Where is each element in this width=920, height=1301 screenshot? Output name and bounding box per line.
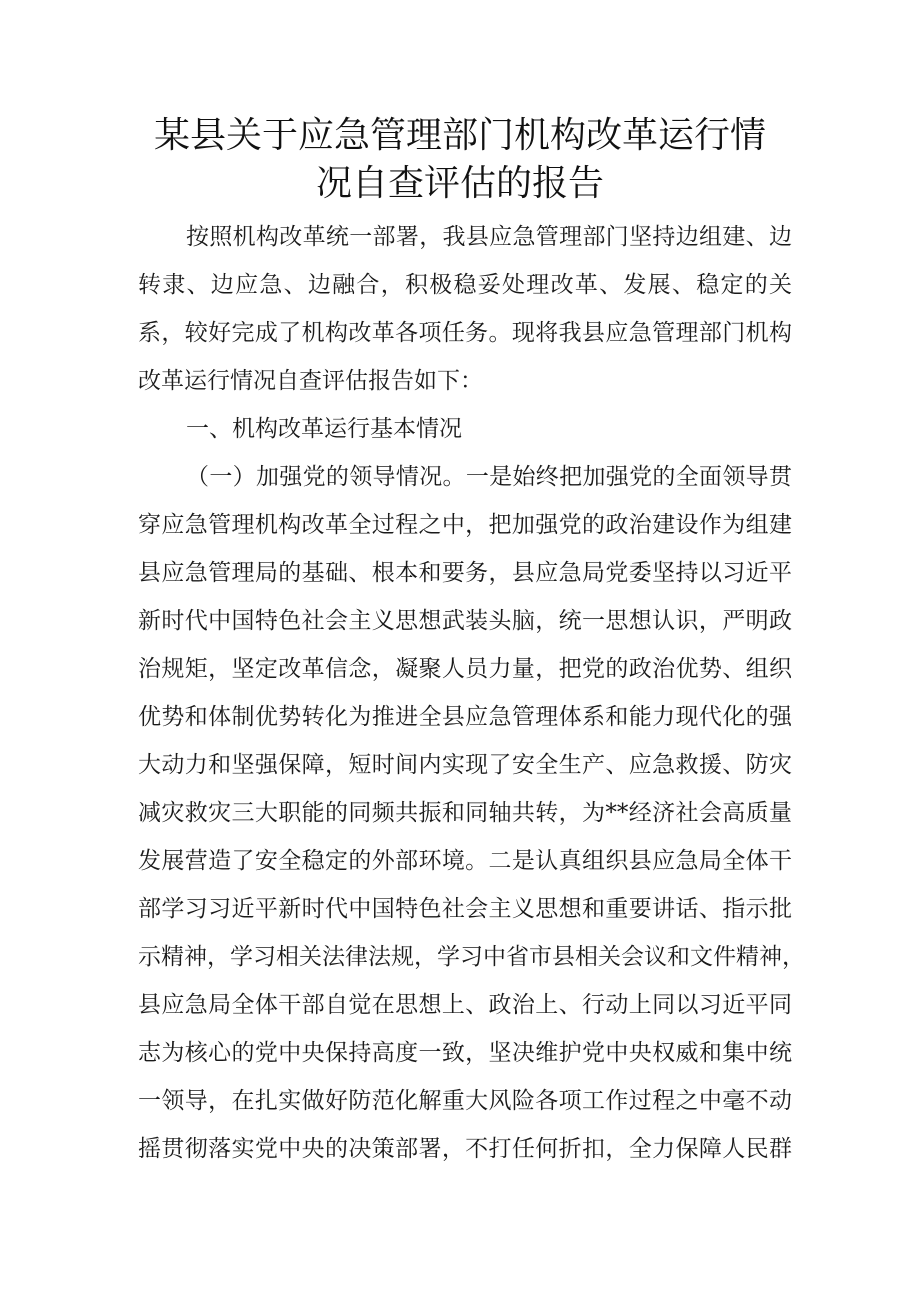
intro-paragraph-line: 改革运行情况自查评估报告如下： — [138, 368, 483, 394]
intro-paragraph-line: 按照机构改革统一部署，我县应急管理部门坚持边组建、边 — [186, 224, 792, 250]
body-paragraph-line: 穿应急管理机构改革全过程之中，把加强党的政治建设作为组建 — [138, 512, 792, 538]
body-paragraph-line: 示精神，学习相关法律法规，学习中省市县相关会议和文件精神， — [138, 944, 805, 970]
document-title-line-1: 某县关于应急管理部门机构改革运行情 — [153, 115, 766, 156]
body-paragraph-line: 县应急管理局的基础、根本和要务，县应急局党委坚持以习近平 — [138, 560, 792, 586]
body-paragraph-line: 志为核心的党中央保持高度一致，坚决维护党中央权威和集中统 — [138, 1040, 792, 1066]
body-paragraph-line: 治规矩，坚定改革信念，凝聚人员力量，把党的政治优势、组织 — [138, 656, 792, 682]
body-paragraph-line: 摇贯彻落实党中央的决策部署，不打任何折扣，全力保障人民群 — [138, 1136, 792, 1162]
body-paragraph-line: 县应急局全体干部自觉在思想上、政治上、行动上同以习近平同 — [138, 992, 792, 1018]
body-paragraph-line: （一）加强党的领导情况。一是始终把加强党的全面领导贯 — [186, 464, 792, 490]
document-title-line-2: 况自查评估的报告 — [315, 163, 604, 204]
body-paragraph-line: 减灾救灾三大职能的同频共振和同轴共转，为**经济社会高质量 — [138, 800, 792, 826]
body-paragraph-line: 新时代中国特色社会主义思想武装头脑，统一思想认识，严明政 — [138, 608, 792, 634]
section-heading: 一、机构改革运行基本情况 — [186, 416, 462, 442]
body-paragraph-line: 优势和体制优势转化为推进全县应急管理体系和能力现代化的强 — [138, 704, 792, 730]
body-paragraph-line: 部学习习近平新时代中国特色社会主义思想和重要讲话、指示批 — [138, 896, 792, 922]
intro-paragraph-line: 系，较好完成了机构改革各项任务。现将我县应急管理部门机构 — [138, 320, 792, 346]
body-paragraph-line: 一领导，在扎实做好防范化解重大风险各项工作过程之中毫不动 — [138, 1088, 792, 1114]
intro-paragraph-line: 转隶、边应急、边融合，积极稳妥处理改革、发展、稳定的关 — [138, 272, 792, 298]
body-paragraph-line: 发展营造了安全稳定的外部环境。二是认真组织县应急局全体干 — [138, 848, 792, 874]
body-paragraph-line: 大动力和坚强保障，短时间内实现了安全生产、应急救援、防灾 — [138, 752, 792, 778]
